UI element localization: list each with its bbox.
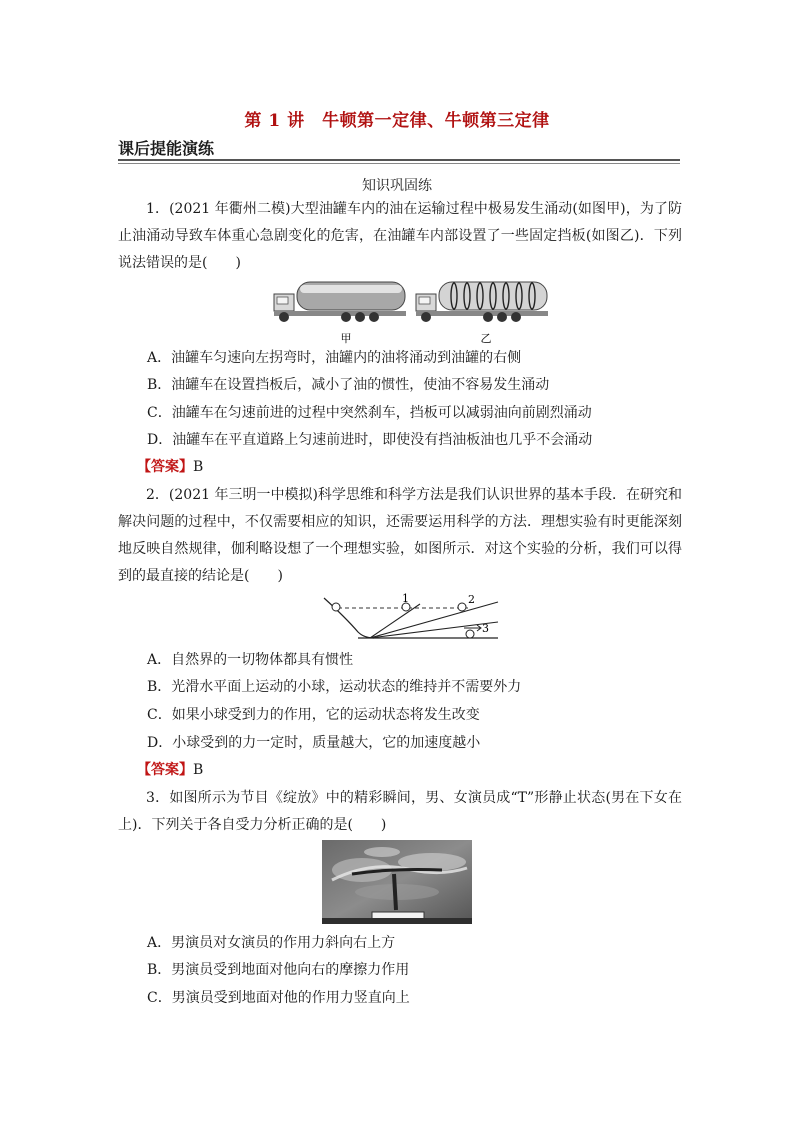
figure-label-2: 2 bbox=[468, 593, 475, 606]
question-3-text: 3．如图所示为节目《绽放》中的精彩瞬间，男、女演员成“T”形静止状态(男在下女在上)．下列关于各自受力分析正确的是( ) bbox=[118, 790, 682, 833]
question-3-photo bbox=[322, 840, 472, 924]
figure-label-1: 1 bbox=[402, 592, 409, 605]
answer-tag: 【答案】 bbox=[137, 762, 193, 778]
figure-label-yi: 乙 bbox=[480, 332, 492, 345]
question-3-option-c: C．男演员受到地面对他的作用力竖直向上 bbox=[147, 990, 410, 1006]
tanker-truck-jia bbox=[274, 282, 406, 322]
figure-label-3: 3 bbox=[482, 622, 489, 635]
answer-value: B bbox=[193, 459, 204, 475]
subsection-title: 知识巩固练 bbox=[362, 178, 432, 194]
question-1-figure bbox=[270, 276, 555, 346]
question-1-option-c: C．油罐车在匀速前进的过程中突然刹车，挡板可以减弱油向前剧烈涌动 bbox=[147, 405, 592, 421]
question-2-text: 2．(2021 年三明一中模拟)科学思维和科学方法是我们认识世界的基本手段．在研究和解决问题的过程中，不仅需要相应的知识，还需要运用科学的方法．理想实验有时更能深刻地反映自然规律，伽利略设想了一个理想实验，如图所示．对这个实验的分析，我们可以得到的最直接的结论是( ) bbox=[118, 487, 682, 584]
answer-tag: 【答案】 bbox=[137, 459, 193, 475]
question-2-option-d: D．小球受到的力一定时，质量越大，它的加速度越小 bbox=[147, 735, 481, 751]
question-3-option-b: B．男演员受到地面对他向右的摩擦力作用 bbox=[147, 962, 410, 978]
question-2-answer bbox=[137, 760, 203, 780]
question-1-answer bbox=[137, 457, 203, 477]
page-title: 第 1 讲 牛顿第一定律、牛顿第三定律 bbox=[244, 111, 550, 131]
tanker-truck-yi bbox=[416, 282, 548, 322]
header-divider bbox=[118, 159, 680, 161]
question-1-option-b: B．油罐车在设置挡板后，减小了油的惯性，使油不容易发生涌动 bbox=[147, 377, 550, 393]
question-1-option-d: D．油罐车在平直道路上匀速前进时，即使没有挡油板油也几乎不会涌动 bbox=[147, 432, 593, 448]
question-2-option-c: C．如果小球受到力的作用，它的运动状态将发生改变 bbox=[147, 707, 480, 723]
header-divider-thin bbox=[118, 163, 680, 164]
figure-label-jia: 甲 bbox=[340, 332, 352, 345]
section-heading: 课后提能演练 bbox=[118, 139, 215, 158]
question-1-option-a: A．油罐车匀速向左拐弯时，油罐内的油将涌动到油罐的右侧 bbox=[147, 350, 522, 366]
question-3-option-a: A．男演员对女演员的作用力斜向右上方 bbox=[147, 935, 396, 951]
question-2-figure bbox=[318, 592, 502, 644]
question-2-option-b: B．光滑水平面上运动的小球，运动状态的维持并不需要外力 bbox=[147, 679, 522, 695]
question-1-text: 1．(2021 年衢州二模)大型油罐车内的油在运输过程中极易发生涌动(如图甲)，为了防止油涌动导致车体重心急剧变化的危害，在油罐车内部设置了一些固定挡板(如图乙)．下列说法错误的是( ) bbox=[118, 201, 682, 271]
question-2-option-a: A．自然界的一切物体都具有惯性 bbox=[147, 652, 354, 668]
answer-value: B bbox=[193, 762, 204, 778]
